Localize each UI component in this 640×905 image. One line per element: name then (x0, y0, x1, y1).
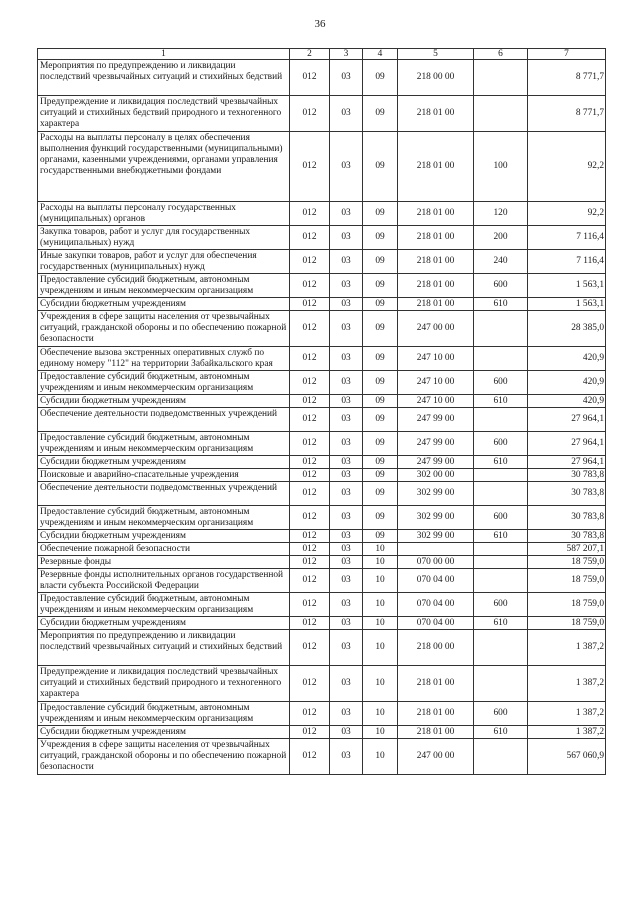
row-name-cell: Предоставление субсидий бюджетным, автономным учреждениям и иным некоммерческим организациям (38, 506, 290, 530)
row-code-3-cell: 03 (330, 432, 363, 456)
row-code-5-cell (398, 543, 474, 556)
table-row (38, 702, 606, 726)
table-row (38, 739, 606, 775)
row-code-4-cell: 09 (363, 482, 398, 506)
row-name-cell: Субсидии бюджетным учреждениям (38, 298, 290, 311)
row-code-5-cell: 070 04 00 (398, 617, 474, 630)
row-code-6-cell (474, 569, 528, 593)
row-name-cell: Субсидии бюджетным учреждениям (38, 456, 290, 469)
row-name-cell: Предупреждение и ликвидация последствий чрезвычайных ситуаций и стихийных бедствий природного и техногенного характера (38, 666, 290, 702)
row-amount-cell: 30 783,8 (528, 469, 606, 482)
table-row (38, 202, 606, 226)
row-code-3-cell: 03 (330, 408, 363, 432)
row-name-cell: Мероприятия по предупреждению и ликвидации последствий чрезвычайных ситуаций и стихийных бедствий (38, 630, 290, 666)
row-code-4-cell: 09 (363, 274, 398, 298)
row-code-4-cell: 09 (363, 408, 398, 432)
row-code-4-cell: 09 (363, 456, 398, 469)
row-code-3-cell: 03 (330, 132, 363, 202)
row-code-2-cell: 012 (290, 395, 330, 408)
row-code-4-cell: 09 (363, 96, 398, 132)
table-row (38, 395, 606, 408)
row-code-3-cell: 03 (330, 395, 363, 408)
row-code-2-cell: 012 (290, 543, 330, 556)
row-code-5-cell: 070 04 00 (398, 593, 474, 617)
row-code-5-cell: 247 99 00 (398, 456, 474, 469)
row-code-3-cell: 03 (330, 226, 363, 250)
row-amount-cell: 18 759,0 (528, 569, 606, 593)
row-amount-cell: 8 771,7 (528, 96, 606, 132)
row-code-6-cell: 600 (474, 432, 528, 456)
row-code-5-cell: 247 10 00 (398, 371, 474, 395)
row-code-5-cell: 070 04 00 (398, 569, 474, 593)
row-code-3-cell: 03 (330, 506, 363, 530)
row-code-5-cell: 302 99 00 (398, 530, 474, 543)
row-code-4-cell: 10 (363, 739, 398, 775)
row-code-5-cell: 218 01 00 (398, 132, 474, 202)
row-code-2-cell: 012 (290, 593, 330, 617)
row-amount-cell: 30 783,8 (528, 482, 606, 506)
row-name-cell: Обеспечение деятельности подведомственных учреждений (38, 482, 290, 506)
row-amount-cell: 420,9 (528, 371, 606, 395)
row-amount-cell: 1 387,2 (528, 702, 606, 726)
row-code-6-cell: 600 (474, 274, 528, 298)
row-name-cell: Субсидии бюджетным учреждениям (38, 617, 290, 630)
table-row (38, 456, 606, 469)
row-name-cell: Мероприятия по предупреждению и ликвидации последствий чрезвычайных ситуаций и стихийных бедствий (38, 60, 290, 96)
row-code-6-cell: 610 (474, 395, 528, 408)
row-code-4-cell: 10 (363, 726, 398, 739)
row-code-3-cell: 03 (330, 60, 363, 96)
row-code-4-cell: 09 (363, 371, 398, 395)
row-name-cell: Предупреждение и ликвидация последствий чрезвычайных ситуаций и стихийных бедствий природного и техногенного характера (38, 96, 290, 132)
row-code-3-cell: 03 (330, 311, 363, 347)
row-code-2-cell: 012 (290, 456, 330, 469)
row-amount-cell: 8 771,7 (528, 60, 606, 96)
row-code-3-cell: 03 (330, 371, 363, 395)
row-amount-cell: 30 783,8 (528, 530, 606, 543)
table-row (38, 347, 606, 371)
row-code-3-cell: 03 (330, 96, 363, 132)
row-code-2-cell: 012 (290, 408, 330, 432)
row-amount-cell: 7 116,4 (528, 226, 606, 250)
row-code-5-cell: 302 99 00 (398, 506, 474, 530)
row-amount-cell: 27 964,1 (528, 456, 606, 469)
row-code-6-cell (474, 630, 528, 666)
row-code-5-cell: 247 00 00 (398, 311, 474, 347)
table-row (38, 569, 606, 593)
table-row (38, 469, 606, 482)
row-name-cell: Закупка товаров, работ и услуг для государственных (муниципальных) нужд (38, 226, 290, 250)
row-code-4-cell: 10 (363, 702, 398, 726)
column-header-4: 4 (363, 49, 398, 60)
row-code-6-cell (474, 666, 528, 702)
table-row (38, 506, 606, 530)
row-code-4-cell: 10 (363, 569, 398, 593)
row-code-3-cell: 03 (330, 298, 363, 311)
row-code-5-cell: 218 01 00 (398, 702, 474, 726)
row-code-4-cell: 10 (363, 593, 398, 617)
row-name-cell: Расходы на выплаты персоналу в целях обеспечения выполнения функций государственными (муниципальными) органами, казенными учреждениями, органами управления государственными внебюджетными фондами (38, 132, 290, 202)
row-code-3-cell: 03 (330, 482, 363, 506)
row-name-cell: Обеспечение вызова экстренных оперативных служб по единому номеру "112" на территории Забайкальского края (38, 347, 290, 371)
row-code-6-cell (474, 408, 528, 432)
row-amount-cell: 567 060,9 (528, 739, 606, 775)
table-row (38, 617, 606, 630)
column-header-7: 7 (528, 49, 606, 60)
row-code-4-cell: 10 (363, 630, 398, 666)
row-code-3-cell: 03 (330, 702, 363, 726)
row-code-6-cell: 610 (474, 617, 528, 630)
row-amount-cell: 27 964,1 (528, 432, 606, 456)
row-code-3-cell: 03 (330, 666, 363, 702)
row-name-cell: Резервные фонды исполнительных органов государственной власти субъекта Российской Федерации (38, 569, 290, 593)
row-code-5-cell: 218 01 00 (398, 666, 474, 702)
table-row (38, 630, 606, 666)
row-name-cell: Обеспечение деятельности подведомственных учреждений (38, 408, 290, 432)
table-row (38, 666, 606, 702)
row-code-3-cell: 03 (330, 739, 363, 775)
row-amount-cell: 28 385,0 (528, 311, 606, 347)
row-code-3-cell: 03 (330, 250, 363, 274)
row-amount-cell: 1 387,2 (528, 726, 606, 739)
table-header (38, 49, 606, 60)
row-code-6-cell (474, 60, 528, 96)
row-code-4-cell: 09 (363, 395, 398, 408)
row-code-5-cell: 218 01 00 (398, 202, 474, 226)
row-code-6-cell (474, 556, 528, 569)
row-code-2-cell: 012 (290, 702, 330, 726)
row-code-2-cell: 012 (290, 530, 330, 543)
table-row (38, 60, 606, 96)
table-row (38, 311, 606, 347)
row-code-2-cell: 012 (290, 617, 330, 630)
column-header-2: 2 (290, 49, 330, 60)
column-header-3: 3 (330, 49, 363, 60)
row-name-cell: Субсидии бюджетным учреждениям (38, 395, 290, 408)
table-row (38, 432, 606, 456)
row-amount-cell: 587 207,1 (528, 543, 606, 556)
row-amount-cell: 420,9 (528, 395, 606, 408)
row-code-2-cell: 012 (290, 202, 330, 226)
row-code-5-cell: 070 00 00 (398, 556, 474, 569)
row-code-3-cell: 03 (330, 469, 363, 482)
row-code-2-cell: 012 (290, 630, 330, 666)
row-code-6-cell (474, 311, 528, 347)
table-row (38, 371, 606, 395)
row-code-6-cell (474, 96, 528, 132)
row-code-5-cell: 218 00 00 (398, 60, 474, 96)
row-amount-cell: 1 563,1 (528, 298, 606, 311)
row-code-2-cell: 012 (290, 556, 330, 569)
row-name-cell: Обеспечение пожарной безопасности (38, 543, 290, 556)
row-code-5-cell: 218 00 00 (398, 630, 474, 666)
row-amount-cell: 18 759,0 (528, 617, 606, 630)
row-code-6-cell: 610 (474, 456, 528, 469)
table-row (38, 298, 606, 311)
row-code-2-cell: 012 (290, 226, 330, 250)
row-code-4-cell: 09 (363, 347, 398, 371)
budget-table (37, 48, 606, 775)
row-code-2-cell: 012 (290, 274, 330, 298)
table-row (38, 274, 606, 298)
row-code-4-cell: 09 (363, 202, 398, 226)
row-code-6-cell: 600 (474, 506, 528, 530)
table-row (38, 543, 606, 556)
row-code-2-cell: 012 (290, 569, 330, 593)
row-code-4-cell: 10 (363, 543, 398, 556)
row-name-cell: Учреждения в сфере защиты населения от чрезвычайных ситуаций, гражданской обороны и по обеспечению пожарной безопасности (38, 311, 290, 347)
table-row (38, 226, 606, 250)
row-code-6-cell (474, 347, 528, 371)
row-code-6-cell: 240 (474, 250, 528, 274)
row-code-4-cell: 09 (363, 250, 398, 274)
row-code-4-cell: 10 (363, 666, 398, 702)
row-name-cell: Предоставление субсидий бюджетным, автономным учреждениям и иным некоммерческим организациям (38, 702, 290, 726)
row-code-4-cell: 10 (363, 617, 398, 630)
column-header-6: 6 (474, 49, 528, 60)
row-name-cell: Предоставление субсидий бюджетным, автономным учреждениям и иным некоммерческим организациям (38, 432, 290, 456)
row-name-cell: Предоставление субсидий бюджетным, автономным учреждениям и иным некоммерческим организациям (38, 371, 290, 395)
row-code-6-cell: 200 (474, 226, 528, 250)
row-code-3-cell: 03 (330, 556, 363, 569)
row-code-6-cell: 120 (474, 202, 528, 226)
row-code-5-cell: 218 01 00 (398, 726, 474, 739)
row-name-cell: Учреждения в сфере защиты населения от чрезвычайных ситуаций, гражданской обороны и по обеспечению пожарной безопасности (38, 739, 290, 775)
row-code-3-cell: 03 (330, 630, 363, 666)
row-code-6-cell (474, 739, 528, 775)
row-name-cell: Иные закупки товаров, работ и услуг для обеспечения государственных (муниципальных) нужд (38, 250, 290, 274)
header-row (38, 49, 606, 60)
row-code-6-cell (474, 543, 528, 556)
table-row (38, 250, 606, 274)
table-row (38, 530, 606, 543)
row-code-5-cell: 247 10 00 (398, 347, 474, 371)
row-code-5-cell: 247 99 00 (398, 408, 474, 432)
row-amount-cell: 18 759,0 (528, 593, 606, 617)
row-amount-cell: 92,2 (528, 202, 606, 226)
row-code-2-cell: 012 (290, 347, 330, 371)
row-code-6-cell: 610 (474, 298, 528, 311)
row-code-2-cell: 012 (290, 132, 330, 202)
row-code-2-cell: 012 (290, 739, 330, 775)
row-code-5-cell: 247 00 00 (398, 739, 474, 775)
row-amount-cell: 18 759,0 (528, 556, 606, 569)
table-row (38, 132, 606, 202)
row-code-6-cell: 600 (474, 702, 528, 726)
row-code-4-cell: 10 (363, 556, 398, 569)
row-code-6-cell: 610 (474, 530, 528, 543)
row-code-4-cell: 09 (363, 530, 398, 543)
row-code-6-cell: 100 (474, 132, 528, 202)
row-code-3-cell: 03 (330, 274, 363, 298)
row-code-6-cell (474, 469, 528, 482)
row-code-3-cell: 03 (330, 726, 363, 739)
row-amount-cell: 1 387,2 (528, 630, 606, 666)
row-code-5-cell: 218 01 00 (398, 274, 474, 298)
row-amount-cell: 1 563,1 (528, 274, 606, 298)
row-name-cell: Субсидии бюджетным учреждениям (38, 530, 290, 543)
row-name-cell: Резервные фонды (38, 556, 290, 569)
row-code-6-cell: 600 (474, 593, 528, 617)
row-code-3-cell: 03 (330, 530, 363, 543)
row-name-cell: Субсидии бюджетным учреждениям (38, 726, 290, 739)
table-row (38, 408, 606, 432)
row-code-2-cell: 012 (290, 250, 330, 274)
row-code-4-cell: 09 (363, 132, 398, 202)
row-code-3-cell: 03 (330, 569, 363, 593)
row-code-2-cell: 012 (290, 311, 330, 347)
table-row (38, 96, 606, 132)
row-code-2-cell: 012 (290, 469, 330, 482)
row-name-cell: Поисковые и аварийно-спасательные учреждения (38, 469, 290, 482)
row-amount-cell: 420,9 (528, 347, 606, 371)
table-row (38, 593, 606, 617)
row-code-5-cell: 247 99 00 (398, 432, 474, 456)
row-code-3-cell: 03 (330, 456, 363, 469)
row-code-4-cell: 09 (363, 298, 398, 311)
row-code-5-cell: 247 10 00 (398, 395, 474, 408)
row-code-6-cell: 610 (474, 726, 528, 739)
row-code-2-cell: 012 (290, 96, 330, 132)
row-amount-cell: 1 387,2 (528, 666, 606, 702)
row-code-4-cell: 09 (363, 226, 398, 250)
row-amount-cell: 27 964,1 (528, 408, 606, 432)
row-code-6-cell (474, 482, 528, 506)
row-code-2-cell: 012 (290, 432, 330, 456)
column-header-5: 5 (398, 49, 474, 60)
row-code-2-cell: 012 (290, 371, 330, 395)
row-code-5-cell: 218 01 00 (398, 226, 474, 250)
row-code-5-cell: 218 01 00 (398, 298, 474, 311)
row-code-4-cell: 09 (363, 506, 398, 530)
row-code-5-cell: 302 00 00 (398, 469, 474, 482)
table-row (38, 482, 606, 506)
row-amount-cell: 92,2 (528, 132, 606, 202)
row-code-5-cell: 302 99 00 (398, 482, 474, 506)
row-code-5-cell: 218 01 00 (398, 96, 474, 132)
row-code-4-cell: 09 (363, 311, 398, 347)
row-name-cell: Расходы на выплаты персоналу государственных (муниципальных) органов (38, 202, 290, 226)
table-row (38, 556, 606, 569)
row-code-4-cell: 09 (363, 432, 398, 456)
row-code-2-cell: 012 (290, 60, 330, 96)
row-code-2-cell: 012 (290, 298, 330, 311)
table-row (38, 726, 606, 739)
row-code-3-cell: 03 (330, 543, 363, 556)
row-code-2-cell: 012 (290, 482, 330, 506)
column-header-1: 1 (38, 49, 290, 60)
row-code-3-cell: 03 (330, 347, 363, 371)
row-code-3-cell: 03 (330, 593, 363, 617)
row-code-3-cell: 03 (330, 202, 363, 226)
page-number: 36 (314, 18, 326, 30)
row-code-2-cell: 012 (290, 726, 330, 739)
row-name-cell: Предоставление субсидий бюджетным, автономным учреждениям и иным некоммерческим организациям (38, 593, 290, 617)
row-code-5-cell: 218 01 00 (398, 250, 474, 274)
row-code-3-cell: 03 (330, 617, 363, 630)
row-code-6-cell: 600 (474, 371, 528, 395)
row-amount-cell: 7 116,4 (528, 250, 606, 274)
table-body (38, 60, 606, 775)
row-code-4-cell: 09 (363, 469, 398, 482)
row-amount-cell: 30 783,8 (528, 506, 606, 530)
row-code-2-cell: 012 (290, 666, 330, 702)
row-code-4-cell: 09 (363, 60, 398, 96)
row-code-2-cell: 012 (290, 506, 330, 530)
row-name-cell: Предоставление субсидий бюджетным, автономным учреждениям и иным некоммерческим организациям (38, 274, 290, 298)
